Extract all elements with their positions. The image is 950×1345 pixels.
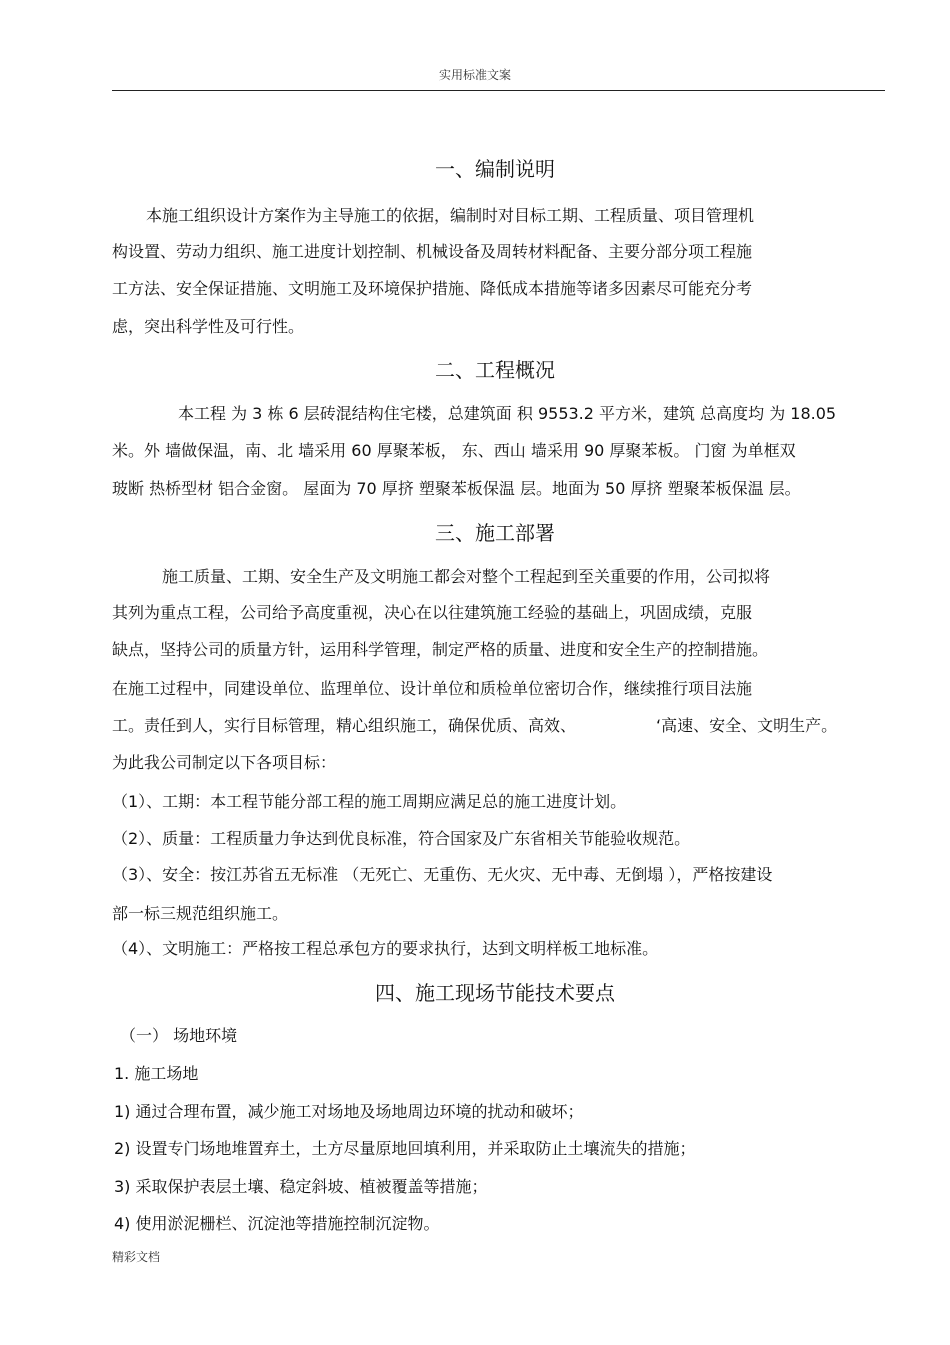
list-item: 3) 采取保护表层土壤、稳定斜坡、植被覆盖等措施； — [114, 1177, 488, 1196]
paragraph-line: 本施工组织设计方案作为主导施工的依据，编制时对目标工期、工程质量、项目管理机 — [146, 206, 755, 225]
paragraph-line: 缺点，坚持公司的质量方针，运用科学管理，制定严格的质量、进度和安全生产的控制措施。 — [112, 640, 769, 659]
goal-item: （4）、文明施工：严格按工程总承包方的要求执行，达到文明样板工地标准。 — [112, 939, 659, 958]
page-footer: 精彩文档 — [112, 1250, 161, 1264]
section-title-2: 二、工程概况 — [435, 358, 555, 382]
paragraph-line: 其列为重点工程，公司给予高度重视，决心在以往建筑施工经验的基础上，巩固成绩，克服 — [112, 603, 753, 622]
paragraph-line: 工。责任到人，实行目标管理，精心组织施工，确保优质、高效、 — [112, 716, 577, 735]
paragraph-line: 本工程 为 3 栋 6 层砖混结构住宅楼，总建筑面 积 9553.2 平方米，建筑 总高度均 为 18.05 — [178, 404, 837, 423]
paragraph-line: 施工质量、工期、安全生产及文明施工都会对整个工程起到至关重要的作用，公司拟将 — [162, 567, 771, 586]
section-title-3: 三、施工部署 — [435, 521, 555, 545]
goal-item: （1）、工期：本工程节能分部工程的施工周期应满足总的施工进度计划。 — [112, 792, 627, 811]
paragraph-line: 玻断 热桥型材 铝合金窗。 屋面为 70 厚挤 塑聚苯板保温 层。地面为 50 厚挤 塑聚苯板保温 层。 — [112, 479, 801, 498]
paragraph-line: 米。外 墙做保温，南、北 墙采用 60 厚聚苯板， 东、西山 墙采用 90 厚聚苯板。 门窗 为单框双 — [112, 441, 796, 460]
list-item: 1) 通过合理布置，减少施工对场地及场地周边环境的扰动和破坏； — [114, 1102, 584, 1121]
list-item: 4) 使用淤泥栅栏、沉淀池等措施控制沉淀物。 — [114, 1214, 440, 1233]
paragraph-line: 虑，突出科学性及可行性。 — [112, 317, 305, 336]
list-item: 2) 设置专门场地堆置弃土，土方尽量原地回填利用，并采取防止土壤流失的措施； — [114, 1139, 696, 1158]
section-title-1: 一、编制说明 — [435, 157, 555, 181]
paragraph-line: 部一标三规范组织施工。 — [112, 904, 289, 923]
subsection-heading: （一） 场地环境 — [120, 1026, 238, 1045]
paragraph-line: 在施工过程中，同建设单位、监理单位、设计单位和质检单位密切合作，继续推行项目法施 — [112, 679, 753, 698]
paragraph-line: 工方法、安全保证措施、文明施工及环境保护措施、降低成本措施等诸多因素尽可能充分考 — [112, 279, 753, 298]
subsection-heading: 1. 施工场地 — [114, 1064, 199, 1083]
header-rule — [112, 90, 885, 91]
goal-item: （3）、安全：按江苏省五无标准 （无死亡、无重伤、无火灾、无中毒、无倒塌 ），严格按建设 — [112, 865, 773, 884]
paragraph-line: 构设置、劳动力组织、施工进度计划控制、机械设备及周转材料配备、主要分部分项工程施 — [112, 242, 753, 261]
section-title-4: 四、施工现场节能技术要点 — [375, 981, 615, 1005]
paragraph-line: ‘高速、安全、文明生产。 — [656, 716, 838, 735]
page-header: 实用标准文案 — [438, 68, 511, 82]
goal-item: （2）、质量：工程质量力争达到优良标准，符合国家及广东省相关节能验收规范。 — [112, 829, 691, 848]
paragraph-line: 为此我公司制定以下各项目标： — [112, 753, 337, 772]
